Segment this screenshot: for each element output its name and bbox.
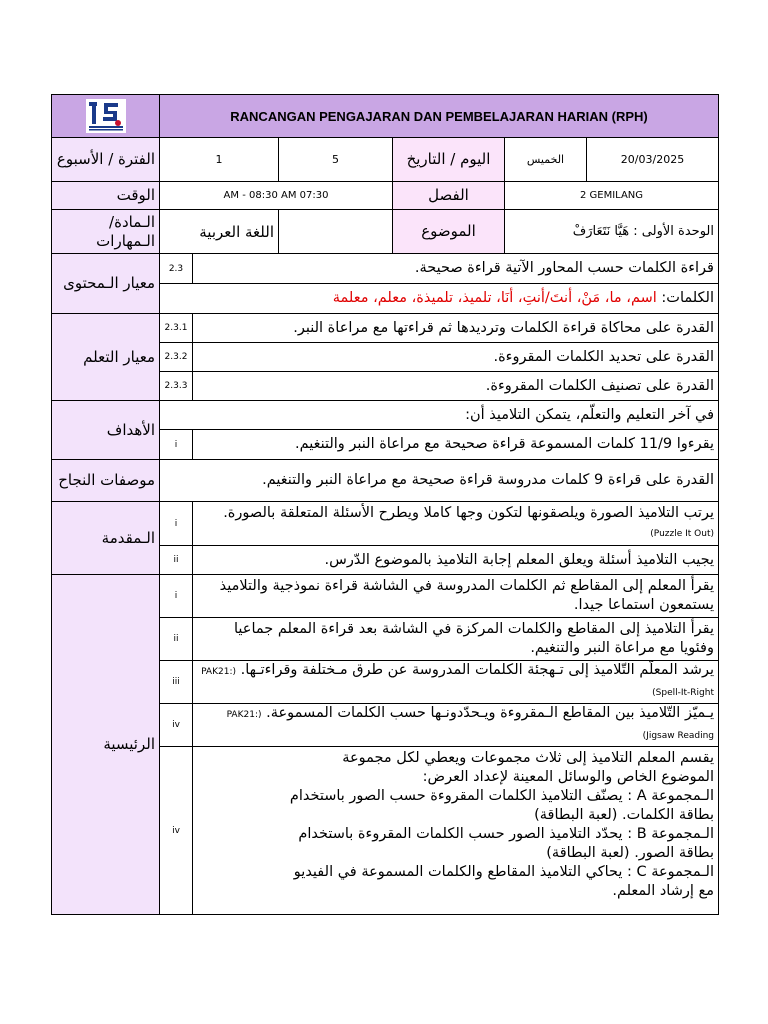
row-objectives-intro (52, 401, 719, 430)
row-main-1 (52, 575, 719, 618)
group-line: الـمجموعة C : يحاكي التلاميذ المقاطع والكلمات المسموعة في الفيديو (293, 864, 714, 880)
words-list: اسم، ما، مَنْ، أنتَ/أنتِ، أنَا، تلميذ، تلميذة، معلم، معلمة (332, 290, 657, 306)
row-time-class (52, 182, 719, 210)
page-title: RANCANGAN PENGAJARAN DAN PEMBELAJARAN HARIAN (RPH) (160, 95, 719, 138)
topic-label: الموضوع (393, 210, 505, 254)
main-text: يقرأ المعلم إلى المقاطع ثم الكلمات المدروسة في الشاشة قراءة نموذجية والتلاميذ يستمعون استماعا جيدا. (193, 575, 719, 618)
week-label: الفترة / الأسبوع (52, 138, 160, 182)
main-number: iv (160, 747, 193, 915)
content-standard-text: قراءة الكلمات حسب المحاور الآتية قراءة صحيحة. (193, 254, 719, 284)
main-text: يقرأ التلاميذ إلى المقاطع والكلمات المركزة في الشاشة بعد قراءة المعلم جماعيا وفئويا مع مراعاة النبر والتنغيم. (193, 618, 719, 661)
main-item (193, 704, 719, 747)
main-text: يرشد المعلّم التّلاميذ إلى تـهجئة الكلمات المدروسة عن طرق مـختلفة وقراءتـها. (240, 662, 714, 678)
group-line: الـمجموعة A : يصنّف التلاميذ الكلمات المقروءة حسب الصور باستخدام (289, 788, 714, 804)
row-success-criteria (52, 460, 719, 502)
main-tag: (PAK21: Spell-It-Right) (201, 667, 714, 698)
learning-standard-label: معيار التعلم (52, 314, 160, 401)
words-cell (160, 284, 719, 314)
intro-number: ii (160, 546, 193, 575)
intro-item (193, 502, 719, 546)
main-tag: (PAK21: Jigsaw Reading) (226, 710, 714, 741)
day-name: الخميس (505, 138, 587, 182)
main-number: iii (160, 661, 193, 704)
title-row (52, 95, 719, 138)
words-label: الكلمات: (661, 290, 714, 306)
intro-tag: (Puzzle It Out) (650, 528, 714, 539)
row-learning-1 (52, 314, 719, 343)
group-activity (193, 747, 719, 915)
objective-number: i (160, 430, 193, 460)
group-line: مع إرشاد المعلم. (612, 883, 714, 899)
success-criteria-label: موصفات النجاح (52, 460, 160, 502)
lesson-plan-table (51, 94, 719, 915)
logo-cell (52, 95, 160, 138)
time-label: الوقت (52, 182, 160, 210)
group-line: الموضوع الخاص والوسائل المعينة لإعداد العرض: (422, 769, 714, 785)
subject-value: اللغة العربية (160, 210, 279, 254)
success-criteria-text: القدرة على قراءة 9 كلمات مدروسة قراءة صحيحة مع مراعاة النبر والتنغيم. (160, 460, 719, 502)
content-standard-label: معيار الـمحتوى (52, 254, 160, 314)
learning-text: القدرة على محاكاة قراءة الكلمات وترديدها ثم قراءتها مع مراعاة النبر. (193, 314, 719, 343)
group-line: بطاقة الصور. (لعبة البطاقة) (546, 845, 714, 861)
topic-value: الوحدة الأولى : هَيَّا نَتَعَارَفْ (505, 210, 719, 254)
row-intro-1 (52, 502, 719, 546)
main-item (193, 661, 719, 704)
week-value: 1 (160, 138, 279, 182)
learning-code: 2.3.1 (160, 314, 193, 343)
intro-text: يرتب التلاميذ الصورة ويلصقونها لتكون وجها كاملا ويطرح الأسئلة المتعلقة بالصورة. (223, 504, 714, 521)
learning-code: 2.3.2 (160, 343, 193, 372)
main-text: يـميّز التّلاميذ بين المقاطع الـمقروءة ويـحدّدونـها حسب الكلمات المسموعة. (266, 705, 714, 721)
class-label: الفصل (393, 182, 505, 210)
group-line: الـمجموعة B : يحدّد التلاميذ الصور حسب الكلمات المقروءة باستخدام (298, 826, 714, 842)
ministry-logo-icon (84, 97, 128, 135)
objective-text: يقرءوا 11/9 كلمات المسموعة قراءة صحيحة مع مراعاة النبر والتنغيم. (193, 430, 719, 460)
introduction-label: الـمقدمة (52, 502, 160, 575)
row-subject-topic (52, 210, 719, 254)
group-line: بطاقة الكلمات. (لعبة البطاقة) (534, 807, 714, 823)
time-value: AM - 08:30 AM 07:30 (160, 182, 393, 210)
empty-cell (279, 210, 393, 254)
group-line: يقسم المعلم التلاميذ إلى ثلاث مجموعات ويعطي لكل مجموعة (342, 750, 714, 766)
main-number: ii (160, 618, 193, 661)
content-standard-code: 2.3 (160, 254, 193, 284)
day-date-label: اليوم / التاريخ (393, 138, 505, 182)
main-number: iv (160, 704, 193, 747)
learning-text: القدرة على تصنيف الكلمات المقروءة. (193, 372, 719, 401)
subject-label: الـمادة/ الـمهارات (52, 210, 160, 254)
day-number: 5 (279, 138, 393, 182)
intro-text: يجيب التلاميذ أسئلة ويعلق المعلم إجابة التلاميذ بالموضوع الدّرس. (193, 546, 719, 575)
learning-text: القدرة على تحديد الكلمات المقروءة. (193, 343, 719, 372)
learning-code: 2.3.3 (160, 372, 193, 401)
objectives-label: الأهداف (52, 401, 160, 460)
intro-number: i (160, 502, 193, 546)
date-value: 20/03/2025 (587, 138, 719, 182)
objectives-intro: في آخر التعليم والتعلّم، يتمكن التلاميذ أن: (160, 401, 719, 430)
main-label: الرئيسية (52, 575, 160, 915)
main-number: i (160, 575, 193, 618)
row-content-standard (52, 254, 719, 284)
class-value: 2 GEMILANG (505, 182, 719, 210)
row-week-day (52, 138, 719, 182)
